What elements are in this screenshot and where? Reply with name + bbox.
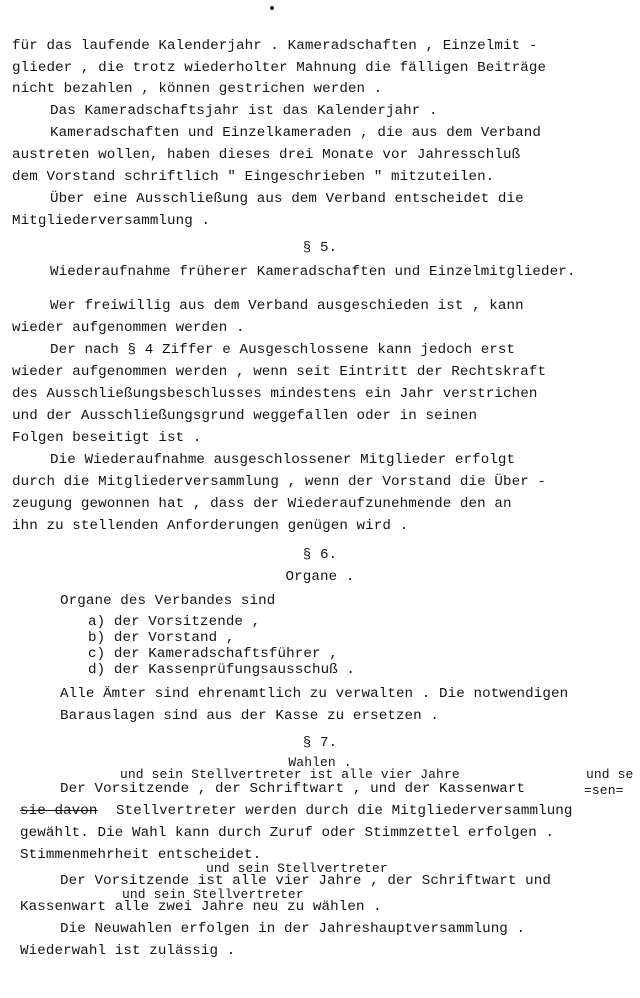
text-line: des Ausschließungsbeschlusses mindestens ein Jahr verstrichen	[12, 386, 538, 402]
handwritten-insertion: und sein Stellvertreter	[122, 887, 304, 902]
text-line: Die Wiederaufnahme ausgeschlossener Mitglieder erfolgt	[50, 452, 516, 468]
section-title: Wiederaufnahme früherer Kameradschaften und Einzelmitglieder.	[50, 264, 576, 280]
section-title: Organe .	[285, 569, 355, 585]
text-line: Mitgliederversammlung .	[12, 213, 211, 229]
handwritten-insertion: und sein Stellvertreter ist alle vier Jahre	[120, 767, 460, 782]
list-item: b) der Vorstand ,	[88, 630, 235, 646]
text-line: Kameradschaften und Einzelkameraden , die aus dem Verband	[50, 125, 541, 141]
handwritten-insertion: und sein Stellvertreter	[206, 861, 388, 876]
text-line: Alle Ämter sind ehrenamtlich zu verwalten . Die notwendigen	[60, 686, 569, 702]
handwritten-insertion: und se	[586, 767, 634, 782]
section-heading: § 5.	[302, 240, 338, 256]
text-line: Das Kameradschaftsjahr ist das Kalenderjahr .	[50, 103, 438, 119]
text-line: wieder aufgenommen werden , wenn seit Eintritt der Rechtskraft	[12, 364, 547, 380]
text-line: Stellvertreter werden durch die Mitgliederversammlung	[116, 803, 573, 819]
list-item: c) der Kameradschaftsführer ,	[88, 646, 338, 662]
text-line: Barauslagen sind aus der Kasse zu ersetzen .	[60, 708, 440, 724]
ink-dot	[270, 6, 274, 10]
text-line: dem Vorstand schriftlich " Eingeschrieben " mitzuteilen.	[12, 169, 495, 185]
text-line: Wiederwahl ist zulässig .	[20, 943, 236, 959]
struck-text: sie davon	[20, 803, 98, 819]
text-line: Kassenwart alle zwei Jahre neu zu wählen .	[20, 899, 382, 915]
text-line: Organe des Verbandes sind	[60, 593, 276, 609]
text-line: durch die Mitgliederversammlung , wenn der Vorstand die Über -	[12, 474, 547, 490]
text-line: Über eine Ausschließung aus dem Verband entscheidet die	[50, 191, 524, 207]
list-item: d) der Kassenprüfungsausschuß .	[88, 662, 356, 678]
section-title: Wahlen .	[288, 755, 352, 770]
section-heading: § 6.	[302, 547, 338, 563]
text-line: Wer freiwillig aus dem Verband ausgeschieden ist , kann	[50, 298, 524, 314]
text-line: ihn zu stellenden Anforderungen genügen wird .	[12, 518, 409, 534]
text-line: Der Vorsitzende ist alle vier Jahre , der Schriftwart und	[60, 873, 551, 889]
text-line: wieder aufgenommen werden .	[12, 320, 245, 336]
text-line: Die Neuwahlen erfolgen in der Jahreshauptversammlung .	[60, 921, 526, 937]
text-line: Stimmenmehrheit entscheidet.	[20, 847, 262, 863]
text-line: glieder , die trotz wiederholter Mahnung die fälligen Beiträge	[12, 60, 547, 76]
text-line: für das laufende Kalenderjahr . Kameradschaften , Einzelmit -	[12, 38, 538, 54]
text-line: gewählt. Die Wahl kann durch Zuruf oder Stimmzettel erfolgen .	[20, 825, 555, 841]
text-line: austreten wollen, haben dieses drei Monate vor Jahresschluß	[12, 147, 521, 163]
struck-text: =sen=	[584, 783, 624, 798]
text-line: zeugung gewonnen hat , dass der Wiederaufzunehmende den an	[12, 496, 512, 512]
text-line: nicht bezahlen , können gestrichen werden .	[12, 81, 383, 97]
text-line: Der nach § 4 Ziffer e Ausgeschlossene kann jedoch erst	[50, 342, 516, 358]
section-heading: § 7.	[302, 735, 338, 751]
list-item: a) der Vorsitzende ,	[88, 614, 261, 630]
text-line: Der Vorsitzende , der Schriftwart , und der Kassenwart	[60, 781, 526, 797]
text-line: Folgen beseitigt ist .	[12, 430, 202, 446]
text-line: und der Ausschließungsgrund weggefallen oder in seinen	[12, 408, 478, 424]
